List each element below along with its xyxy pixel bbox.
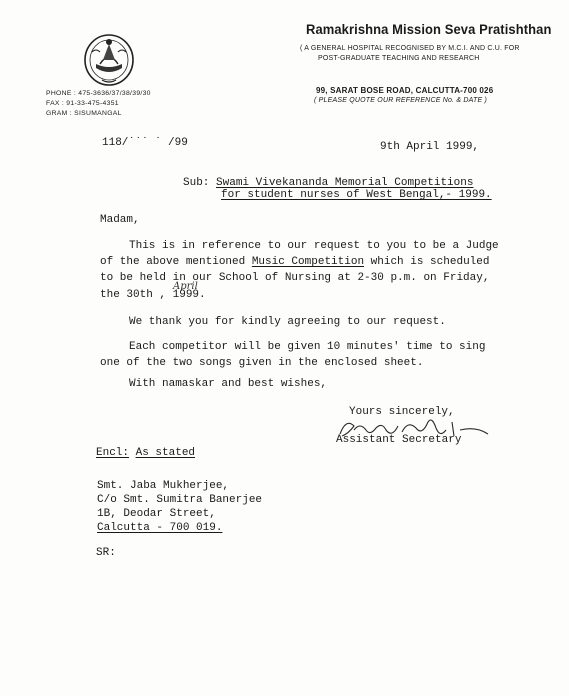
salutation: Madam, [100,214,140,226]
signatory-title: Assistant Secretary [336,434,462,446]
reference-quote-note: ( PLEASE QUOTE OUR REFERENCE No. & DATE ) [314,97,487,104]
initials: SR: [96,547,116,559]
recipient-line-3: 1B, Deodar Street, [97,508,216,520]
letter-date: 9th April 1999, [380,141,480,153]
contact-gram: GRAM : SISUMANGAL [46,110,122,117]
recipient-line-1: Smt. Jaba Mukherjee, [97,480,230,492]
organization-subtitle-line1: ( A GENERAL HOSPITAL RECOGNISED BY M.C.I. AND C.U. FOR [300,45,520,52]
music-competition-emphasis: Music Competition [251,256,365,268]
recipient-line-2: C/o Smt. Sumitra Banerjee [97,494,263,506]
subject-line-2: for student nurses of West Bengal,- 1999. [221,189,492,201]
enclosure-value: As stated [135,447,196,459]
subject-label: Sub: [183,177,210,189]
contact-fax: FAX : 91-33-475-4351 [46,100,119,107]
contact-phone: PHONE : 475-3636/37/38/39/30 [46,90,151,97]
para2-line: We thank you for kindly agreeing to our request. [129,316,446,328]
enclosure-line [96,447,195,459]
mission-emblem-logo [82,30,136,88]
organization-name: Ramakrishna Mission Seva Pratishthan [306,22,552,37]
enclosure-label: Encl: [96,447,130,459]
recipient-line-4: Calcutta - 700 019. [97,522,223,534]
para3-line-2: one of the two songs given in the enclosed sheet. [100,357,424,369]
para1-line-3: to be held in our School of Nursing at 2-30 p.m. on Friday, [100,272,490,284]
handwritten-month: April [173,281,198,292]
para1-line-4: the 30th , 1999. [100,289,206,301]
para1-line-2: of the above mentioned Music Competition which is scheduled [100,256,490,268]
organization-subtitle-line2: POST-GRADUATE TEACHING AND RESEARCH [318,55,480,62]
closing-wish: With namaskar and best wishes, [129,378,328,390]
para1-line-1: This is in reference to our request to you to be a Judge [129,240,499,252]
para3-line-1: Each competitor will be given 10 minutes' time to sing [129,341,486,353]
closing-yours-sincerely: Yours sincerely, [349,406,455,418]
subject-line-1 [183,177,473,189]
subject-text-1: Swami Vivekananda Memorial Competitions [216,177,474,189]
letter-reference: 118/˙˙˙ ˙ /99 [102,137,188,149]
organization-address: 99, SARAT BOSE ROAD, CALCUTTA-700 026 [316,86,494,95]
